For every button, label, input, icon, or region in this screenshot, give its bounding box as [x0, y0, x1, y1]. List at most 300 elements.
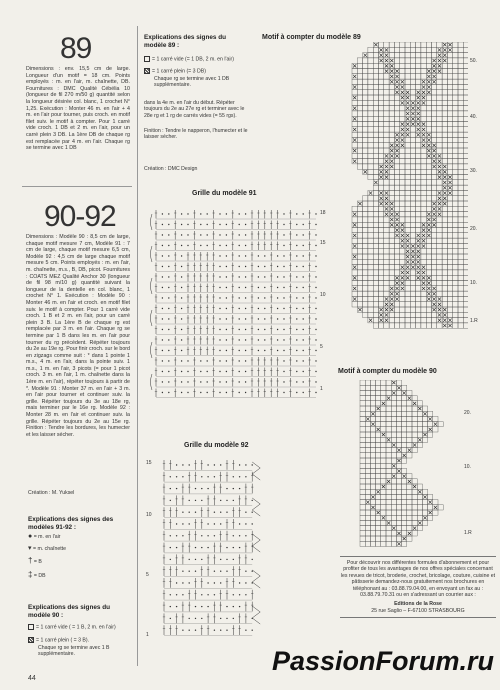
grid-cell	[453, 111, 458, 116]
grid-cell	[368, 106, 373, 111]
grid-cell	[416, 164, 421, 169]
grid-cell	[357, 84, 362, 89]
full-square-mark	[433, 303, 436, 306]
row-label: 40.	[470, 114, 477, 120]
grid-cell	[416, 69, 421, 74]
grid-cell	[410, 185, 415, 190]
grid-cell	[363, 79, 368, 84]
grid-cell	[394, 58, 399, 63]
full-square-mark	[382, 402, 385, 405]
full-square-mark	[438, 64, 441, 67]
grid-cell	[384, 185, 389, 190]
grid-cell	[421, 148, 426, 153]
grid-cell	[352, 79, 357, 84]
grid-cell	[365, 385, 370, 390]
grid-cell	[389, 265, 394, 270]
full-square-mark	[406, 244, 409, 247]
full-square-mark	[395, 138, 398, 141]
grid-cell	[396, 536, 401, 541]
signs-89-continuation: dans la 4e m. en l'air du début. Répéter toujours du 2e au 27e rg et terminer avec le 28e rg et 1 rg de carrés vides (= 55 rgs).	[144, 100, 245, 119]
grid-cell	[373, 217, 378, 222]
grid-cell	[373, 238, 378, 243]
grid-cell	[376, 474, 381, 479]
grid-cell	[453, 84, 458, 89]
grid-cell	[442, 74, 447, 79]
grid-cell	[389, 312, 394, 317]
full-square-mark	[353, 149, 356, 152]
grid-cell	[421, 58, 426, 63]
grid-cell	[379, 100, 384, 105]
picot-edge	[252, 534, 260, 552]
grid-cell	[357, 95, 362, 100]
grid-cell	[379, 281, 384, 286]
full-square-mark	[418, 521, 421, 524]
chain-stitch	[245, 464, 246, 465]
grid-cell	[363, 122, 368, 127]
grid-cell	[381, 416, 386, 421]
grid-cell	[405, 42, 410, 47]
grid-cell	[432, 53, 437, 58]
grid-cell	[458, 53, 463, 58]
grid-cell	[410, 137, 415, 142]
full-square-mark	[401, 123, 404, 126]
full-square-mark	[366, 417, 369, 420]
grid-cell	[442, 212, 447, 217]
full-square-mark	[390, 70, 393, 73]
grid-cell	[394, 201, 399, 206]
full-square-mark	[448, 176, 451, 179]
full-square-mark	[427, 144, 430, 147]
grid-cell	[391, 422, 396, 427]
chain-stitch	[296, 276, 297, 277]
edge-arc	[151, 342, 153, 358]
grid-cell	[357, 127, 362, 132]
full-square-mark	[422, 96, 425, 99]
grid-cell	[402, 406, 407, 411]
grid-cell	[437, 127, 442, 132]
full-square-mark	[438, 48, 441, 51]
grid-cell	[363, 143, 368, 148]
grid-cell	[394, 254, 399, 259]
grid-cell	[363, 100, 368, 105]
chain-stitch	[162, 224, 163, 225]
grille-92-title: Grille du modèle 92	[184, 442, 249, 449]
chain-stitch	[252, 559, 253, 560]
grid-cell	[370, 479, 375, 484]
grid-cell	[407, 453, 412, 458]
grid-cell	[360, 510, 365, 515]
full-square-mark	[443, 165, 446, 168]
grid-cell	[391, 489, 396, 494]
grid-cell	[360, 432, 365, 437]
chain-stitch	[239, 276, 240, 277]
full-square-mark	[380, 54, 383, 57]
grid-cell	[376, 401, 381, 406]
grid-cell	[391, 494, 396, 499]
chain-stitch	[226, 224, 227, 225]
chain-stitch	[245, 523, 246, 524]
grid-cell	[407, 427, 412, 432]
grid-cell	[447, 53, 452, 58]
full-square-mark	[417, 128, 420, 131]
chain-stitch	[239, 582, 240, 583]
grid-cell	[421, 212, 426, 217]
full-square-mark	[443, 313, 446, 316]
grid-cell	[391, 468, 396, 473]
chain-stitch	[181, 329, 182, 330]
chain-stitch	[207, 245, 208, 246]
grid-cell	[453, 148, 458, 153]
grid-cell	[396, 520, 401, 525]
full-square-mark	[395, 218, 398, 221]
full-square-mark	[385, 54, 388, 57]
grid-cell	[396, 489, 401, 494]
grid-cell	[410, 58, 415, 63]
grid-cell	[421, 291, 426, 296]
chain-stitch	[296, 213, 297, 214]
full-square-mark	[385, 170, 388, 173]
full-square-mark	[427, 218, 430, 221]
chain-stitch	[220, 559, 221, 560]
grid-cell	[389, 132, 394, 137]
grid-cell	[386, 448, 391, 453]
grid-cell	[437, 286, 442, 291]
grid-cell	[360, 416, 365, 421]
model-90-92-instructions: Dimensions : Modèle 90 : 8,5 cm de large, chaque motif mesure 7 cm, Modèle 91 : 7 cm de large, chaque motif mesure 6,5 cm, Modèle 92 : 4,5 cm de large chaque motif mesure 5 cm. Points employés : m. en l'air, m. chaînette, m.s., B, DB, picot. Fournitures : COATS MEZ Qualité Anchor 30 (longueur de fil 98 m/10 g) quantité suivant la longueur de la dentelle en col. blanc, 1 crochet N° 1. Exécution : Modèle 90 : Monter 46 m. en l'air et croch. en motif filet suiv. le motif à compter. Pour 1 carré vide croch. 1 B et 2 m. en l'air, pour un carré plein 3 B. La 1ère B de chaque rg est remplacée par 3 m. en l'air. Chaque rg se termine par 1 B dans les m. en l'air pour tourner du rg précédent. Répéter toujours du 2e au 19e rg. Pour finir croch. sur le bord en zigzags comme suit : * dans 1 pointe 1 m.s., 4 m. en l'air, dans la pointe suiv. 1 m.s., 1 m. en l'air, 3 picots (= pour 1 picot croch. 3 m. en l'air, 1 m. chaînette dans la 1ère m. en l'air), répéter toujours à partir de *. Modèle 91 : Monter 37 m. en l'air + 3 m. en l'air pour tourner et continuer suiv. la grille. Répéter toujours du 3e au 18e rg, mais terminer par le 16e rg. Modèle 92 : Monter 28 m. en l'air et continuer suiv. la grille. Répéter toujours du 2e au 15e rg. Finition : Tendre les bordures, les humecter et les laisser sécher.	[26, 234, 130, 438]
grid-cell	[402, 520, 407, 525]
chain-stitch	[170, 535, 171, 536]
grid-cell	[360, 484, 365, 489]
grid-cell	[360, 448, 365, 453]
grid-cell	[447, 137, 452, 142]
edge-arc	[151, 310, 153, 326]
grid-cell	[458, 137, 463, 142]
chain-stitch	[219, 339, 220, 340]
grid-cell	[421, 164, 426, 169]
grid-cell	[400, 312, 405, 317]
full-square-mark	[380, 48, 383, 51]
grid-cell	[400, 291, 405, 296]
grid-cell	[352, 90, 357, 95]
chain-stitch	[168, 224, 169, 225]
row-label: 1.R	[470, 318, 478, 324]
chain-stitch	[162, 350, 163, 351]
grid-cell	[421, 159, 426, 164]
grid-cell	[379, 127, 384, 132]
grid-cell	[373, 286, 378, 291]
grid-cell	[453, 265, 458, 270]
chain-stitch	[239, 476, 240, 477]
grid-cell	[442, 116, 447, 121]
grid-cell	[370, 474, 375, 479]
grid-cell	[437, 116, 442, 121]
grid-cell	[432, 84, 437, 89]
grid-cell	[365, 380, 370, 385]
grid-cell	[363, 254, 368, 259]
grid-cell	[417, 442, 422, 447]
grid-cell	[357, 243, 362, 248]
grid-cell	[453, 90, 458, 95]
grid-cell	[379, 302, 384, 307]
grid-cell	[363, 90, 368, 95]
full-square-mark	[395, 91, 398, 94]
full-square-mark	[387, 397, 390, 400]
grid-cell	[368, 302, 373, 307]
grid-cell	[360, 406, 365, 411]
grid-cell	[363, 270, 368, 275]
grid-cell	[437, 137, 442, 142]
full-square-mark	[385, 313, 388, 316]
grid-cell	[394, 53, 399, 58]
grid-cell	[400, 63, 405, 68]
chain-stitch	[277, 276, 278, 277]
grid-cell	[416, 302, 421, 307]
grid-cell	[458, 190, 463, 195]
grid-cell	[402, 396, 407, 401]
grid-cell	[386, 416, 391, 421]
grid-cell	[376, 432, 381, 437]
grid-cell	[373, 323, 378, 328]
grid-cell	[373, 307, 378, 312]
chain-stitch	[245, 582, 246, 583]
grid-cell	[400, 296, 405, 301]
grid-cell	[416, 79, 421, 84]
chain-stitch	[239, 329, 240, 330]
signs-89-heading: Explications des signes du modèle 89 :	[144, 34, 227, 49]
grid-cell	[384, 84, 389, 89]
grid-cell	[407, 442, 412, 447]
grid-cell	[442, 148, 447, 153]
grid-cell	[373, 132, 378, 137]
grid-cell	[357, 143, 362, 148]
full-square-mark	[385, 48, 388, 51]
grid-cell	[437, 84, 442, 89]
full-square-mark	[353, 234, 356, 237]
full-square-mark	[448, 319, 451, 322]
grid-cell	[360, 390, 365, 395]
grid-cell	[400, 47, 405, 52]
full-square-mark	[443, 186, 446, 189]
full-square-mark	[417, 107, 420, 110]
grid-cell	[453, 69, 458, 74]
full-square-mark	[411, 123, 414, 126]
chain-stitch	[182, 476, 183, 477]
grid-cell	[373, 259, 378, 264]
chain-stitch	[189, 464, 190, 465]
full-square-mark	[406, 271, 409, 274]
chain-stitch	[219, 308, 220, 309]
grid-cell	[405, 159, 410, 164]
full-square-mark	[427, 297, 430, 300]
chain-stitch	[283, 287, 284, 288]
grid-cell	[360, 427, 365, 432]
grid-cell	[373, 116, 378, 121]
full-square-mark	[413, 443, 416, 446]
grid-cell	[410, 212, 415, 217]
grid-cell	[416, 307, 421, 312]
grid-cell	[357, 111, 362, 116]
grid-cell	[442, 79, 447, 84]
grid-cell	[437, 259, 442, 264]
grid-cell	[389, 116, 394, 121]
grid-cell	[384, 90, 389, 95]
grid-cell	[389, 249, 394, 254]
grid-cell	[422, 406, 427, 411]
grid-cell	[407, 406, 412, 411]
grid-cell	[376, 505, 381, 510]
grid-cell	[386, 531, 391, 536]
chain-stitch	[315, 234, 316, 235]
full-square-mark	[390, 160, 393, 163]
chain-stitch	[181, 308, 182, 309]
grid-cell	[386, 390, 391, 395]
chain-stitch	[245, 245, 246, 246]
chain-stitch	[252, 500, 253, 501]
chain-stitch	[233, 594, 234, 595]
chain-stitch	[168, 371, 169, 372]
grid-cell	[384, 222, 389, 227]
full-square-mark	[422, 138, 425, 141]
chain-stitch	[187, 360, 188, 361]
grid-cell	[458, 169, 463, 174]
chain-stitch	[258, 339, 259, 340]
full-square-mark	[387, 521, 390, 524]
chain-stitch	[219, 234, 220, 235]
grid-cell	[458, 233, 463, 238]
grid-cell	[458, 106, 463, 111]
full-square-mark	[371, 412, 374, 415]
full-square-mark	[422, 91, 425, 94]
full-square-mark	[385, 319, 388, 322]
chain-stitch	[277, 329, 278, 330]
grid-cell	[421, 217, 426, 222]
grid-cell	[458, 318, 463, 323]
grid-cell	[368, 137, 373, 142]
grid-cell	[389, 318, 394, 323]
grid-cell	[410, 95, 415, 100]
grid-cell	[432, 238, 437, 243]
grid-cell	[396, 474, 401, 479]
grid-cell	[376, 463, 381, 468]
grid-cell	[421, 196, 426, 201]
chart-90-title: Motif à compter du modèle 90	[338, 368, 437, 375]
chain-stitch	[219, 266, 220, 267]
grid-cell	[381, 536, 386, 541]
full-square-mark	[443, 319, 446, 322]
grid-cell	[453, 95, 458, 100]
grid-cell	[428, 411, 433, 416]
grid-cell	[368, 281, 373, 286]
grid-cell	[360, 526, 365, 531]
grid-cell	[352, 111, 357, 116]
chain-stitch	[170, 476, 171, 477]
full-square-mark	[422, 287, 425, 290]
grid-cell	[426, 307, 431, 312]
grid-cell	[422, 437, 427, 442]
full-square-mark	[401, 85, 404, 88]
grid-cell	[437, 148, 442, 153]
grid-cell	[368, 63, 373, 68]
grid-cell	[407, 484, 412, 489]
full-square-mark	[433, 154, 436, 157]
chain-stitch	[303, 318, 304, 319]
chain-stitch	[233, 500, 234, 501]
grid-cell	[407, 494, 412, 499]
chain-stitch	[219, 329, 220, 330]
full-square-mark	[390, 287, 393, 290]
grid-cell	[458, 159, 463, 164]
grid-cell	[370, 510, 375, 515]
grid-cell	[389, 233, 394, 238]
grid-cell	[400, 259, 405, 264]
grid-cell	[426, 100, 431, 105]
grid-cell	[373, 196, 378, 201]
grid-cell	[442, 100, 447, 105]
grid-cell	[363, 111, 368, 116]
grid-cell	[432, 254, 437, 259]
grid-cell	[365, 474, 370, 479]
full-square-mark	[438, 160, 441, 163]
full-square-mark	[422, 128, 425, 131]
chain-stitch	[315, 392, 316, 393]
grid-cell	[370, 416, 375, 421]
chain-stitch	[245, 287, 246, 288]
grid-cell	[437, 180, 442, 185]
grid-cell	[357, 164, 362, 169]
chain-stitch	[303, 224, 304, 225]
grid-cell	[370, 463, 375, 468]
full-square-mark	[422, 244, 425, 247]
grid-cell	[410, 233, 415, 238]
grid-cell	[376, 479, 381, 484]
signs-89-empty: = 1 carré vide (= 1 DB, 2 m. en l'air)	[144, 56, 254, 63]
chain-stitch	[170, 594, 171, 595]
full-square-mark	[423, 495, 426, 498]
grid-cell	[421, 249, 426, 254]
full-square-mark	[417, 255, 420, 258]
grid-cell	[426, 127, 431, 132]
grid-cell	[352, 153, 357, 158]
chain-stitch	[245, 371, 246, 372]
full-square-mark	[377, 428, 380, 431]
full-square-mark	[371, 506, 374, 509]
full-square-mark	[401, 223, 404, 226]
grid-cell	[442, 275, 447, 280]
b-symbol-icon: †	[28, 556, 33, 565]
grid-cell	[432, 137, 437, 142]
grid-cell	[426, 159, 431, 164]
chain-stitch	[176, 488, 177, 489]
grid-cell	[437, 79, 442, 84]
chain-stitch	[245, 339, 246, 340]
grid-cell	[365, 406, 370, 411]
grid-cell	[360, 536, 365, 541]
grid-cell	[453, 175, 458, 180]
grid-cell	[365, 390, 370, 395]
full-square-mark	[417, 244, 420, 247]
chain-stitch	[162, 234, 163, 235]
chain-stitch	[182, 582, 183, 583]
grid-cell	[442, 153, 447, 158]
grid-cell	[363, 196, 368, 201]
chain-stitch	[283, 339, 284, 340]
signs-90-full: = 1 carré plein ( = 3 B).	[28, 637, 138, 644]
grid-cell	[394, 196, 399, 201]
row-label: 18	[320, 210, 326, 216]
grid-cell	[368, 196, 373, 201]
chain-stitch	[315, 329, 316, 330]
chain-stitch	[264, 350, 265, 351]
